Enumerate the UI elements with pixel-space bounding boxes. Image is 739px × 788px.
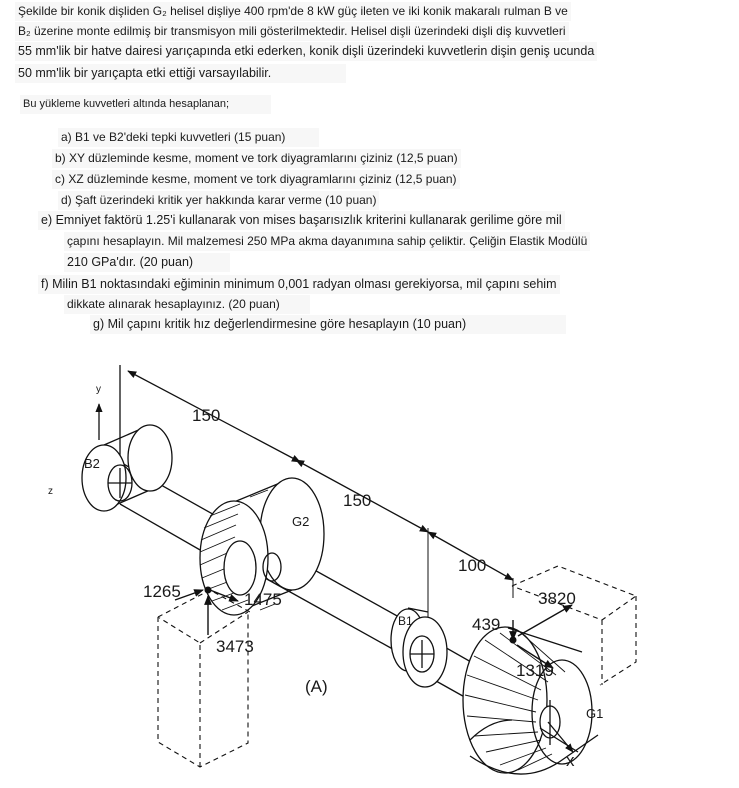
lead-text: Bu yükleme kuvvetleri altında hesaplanan; — [20, 95, 271, 114]
dim-label-150-a: 150 — [192, 406, 221, 425]
y-axis-label: y — [96, 384, 101, 395]
g2-force-box — [158, 590, 250, 767]
label-g1: G1 — [586, 706, 604, 721]
item-d: d) Şaft üzerindeki kritik yer hakkında karar verme (10 puan) — [58, 191, 379, 210]
label-g2: G2 — [292, 514, 310, 529]
force-label-1319: 1319 — [516, 661, 554, 680]
x-axis-label: x — [566, 751, 575, 770]
shaft-figure — [0, 342, 739, 788]
g1-load-point — [510, 637, 517, 644]
force-label-1475: 1475 — [244, 590, 282, 609]
item-b: b) XY düzleminde kesme, moment ve tork diyagramlarını çiziniz (12,5 puan) — [52, 149, 461, 168]
g2-load-point — [205, 587, 212, 594]
intro-line-4: 50 mm'lik bir yarıçapta etki ettiği varsayılabilir. — [15, 64, 346, 83]
force-label-1265: 1265 — [143, 582, 181, 601]
intro-line-3: 55 mm'lik bir hatve dairesi yarıçapında etki ederken, konik dişli üzerindeki kuvvetlerin dişin geniş ucunda — [15, 42, 597, 61]
item-c: c) XZ düzleminde kesme, moment ve tork diyagramlarını çiziniz (12,5 puan) — [52, 170, 460, 189]
gear-g1-body — [463, 627, 598, 774]
figure-caption: (A) — [305, 677, 328, 696]
z-axis-label: z — [48, 486, 53, 497]
item-e-2: çapını hesaplayın. Mil malzemesi 250 MPa akma dayanımına sahip çeliktir. Çeliğin Elastik Modülü — [64, 232, 590, 251]
force-label-439: 439 — [472, 615, 501, 634]
dim-label-100: 100 — [458, 556, 487, 575]
force-arrow-3820 — [518, 605, 572, 636]
intro-line-1: Şekilde bir konik dişliden G₂ helisel dişliye 400 rpm'de 8 kW güç ileten ve iki konik makaralı rulman B ve — [15, 2, 571, 21]
label-b2: B2 — [84, 456, 100, 471]
item-g: g) Mil çapını kritik hız değerlendirmesine göre hesaplayın (10 puan) — [90, 315, 566, 334]
label-b1: B1 — [398, 614, 413, 628]
item-e-1: e) Emniyet faktörü 1.25'i kullanarak von mises başarısızlık kriterini kullanarak gerilime göre mil — [38, 211, 565, 230]
item-e-3: 210 GPa'dır. (20 puan) — [64, 253, 230, 272]
force-label-3820: 3820 — [538, 589, 576, 608]
item-f-2: dikkate alınarak hesaplayınız. (20 puan) — [64, 295, 310, 314]
item-a: a) B1 ve B2'deki tepki kuvvetleri (15 puan) — [58, 128, 319, 147]
item-f-1: f) Milin B1 noktasındaki eğiminin minimum 0,001 radyan olması gerekiyorsa, mil çapını sehim — [38, 275, 560, 294]
dim-label-150-b: 150 — [343, 491, 372, 510]
intro-line-2: B₂ üzerine monte edilmiş bir transmisyon mili gösterilmektedir. Helisel dişli üzerindeki dişli diş kuvvetleri — [15, 22, 569, 41]
force-label-3473: 3473 — [216, 637, 254, 656]
